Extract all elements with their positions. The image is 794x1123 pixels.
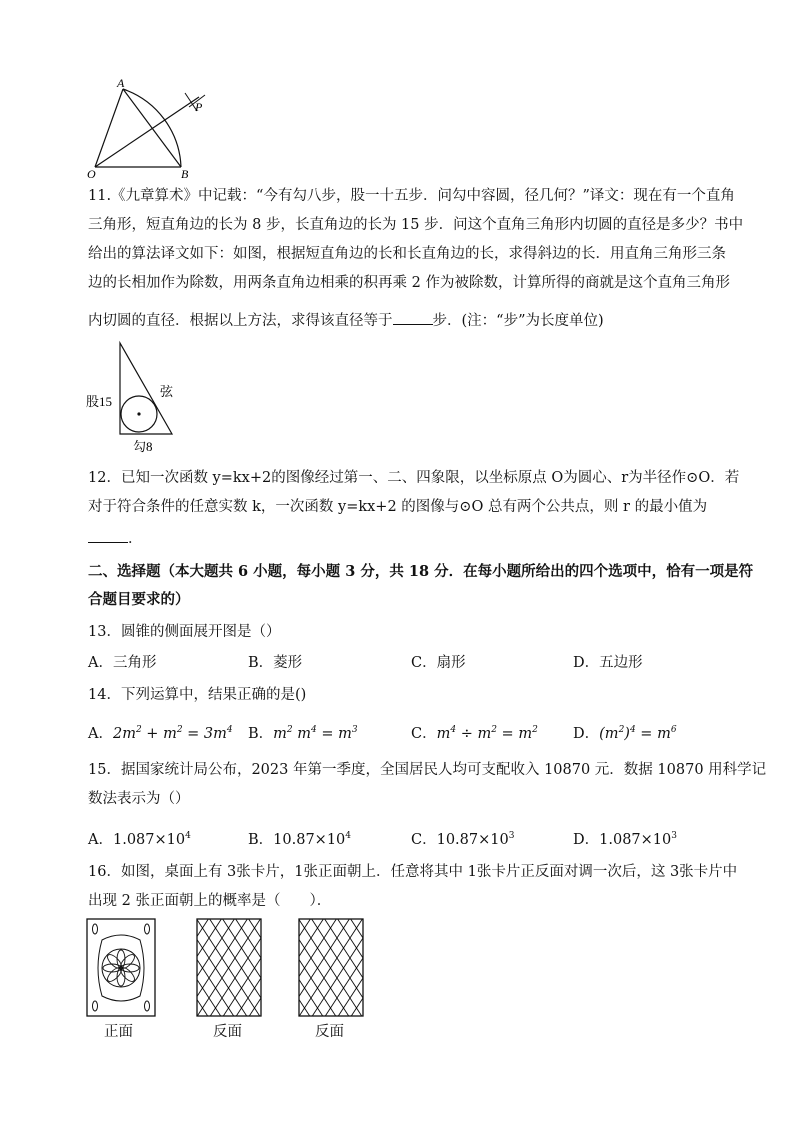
flower-icon — [103, 950, 139, 986]
card-back-2 — [298, 918, 364, 1018]
q11-line-5b: 步．(注：“步”为长度单位) — [432, 313, 604, 329]
q12-line-2: 对于符合条件的任意实数 k，一次函数 y=kx+2 的图像与⊙O 总有两个公共点，则 r 的最小值为 — [88, 499, 708, 515]
q13-option-A[interactable]: A．三角形 — [88, 655, 157, 671]
q12-line-3-end: ． — [128, 531, 143, 547]
card-back-1-label: 反面 — [213, 1024, 242, 1040]
figure-sector-construction — [85, 75, 225, 180]
q15-option-A-label: A． — [88, 831, 113, 848]
card-oval-bl — [93, 1001, 98, 1011]
q11-line-1: 11.《九章算术》中记载：“今有勾八步，股一十五步．问勾中容圆，径几何？”译文：现在有一个直角 — [88, 188, 735, 204]
q13-option-D[interactable]: D．五边形 — [573, 655, 643, 671]
ray-OP — [95, 97, 199, 167]
label-gou: 勾8 — [133, 439, 153, 454]
section2-header-1: 二、选择题（本大题共 6 小题，每小题 3 分，共 18 分．在每小题所给出的四个选项中，恰有一项是符 — [88, 563, 754, 580]
q16-line-1: 16．如图，桌面上有 3张卡片，1张正面朝上．任意将其中 1张卡片正反面对调一次后，这 3张卡片中 — [88, 864, 738, 880]
q11-line-2: 三角形，短直角边的长为 8 步，长直角边的长为 15 步．问这个直角三角形内切圆的直径是多少？书中 — [88, 217, 744, 233]
q13-option-C[interactable]: C．扇形 — [411, 655, 466, 671]
q15-option-D[interactable]: D．$1.087\times 10^3$ — [573, 831, 677, 848]
q13-option-B[interactable]: B．菱形 — [248, 655, 303, 671]
incircle-center — [137, 412, 140, 415]
q15-option-A[interactable]: A．$1.087\times 10^4$ — [88, 831, 191, 848]
figure-right-triangle-incircle — [86, 338, 186, 456]
q12-line-3 — [88, 528, 143, 549]
card-front — [86, 918, 156, 1018]
q11-line-5a: 内切圆的直径．根据以上方法，求得该直径等于 — [88, 313, 393, 329]
q14-stem: 14．下列运算中，结果正确的是() — [88, 687, 307, 703]
q15-option-B[interactable]: B．$10.87\times 10^4$ — [248, 831, 352, 848]
q12-answer-blank[interactable] — [88, 528, 128, 543]
q14-option-D[interactable]: D．$(m^2)^4 = m^6$ — [573, 725, 677, 742]
card-front-label: 正面 — [104, 1024, 133, 1040]
q11-line-3: 给出的算法译文如下：如图，根据短直角边的长和长直角边的长，求得斜边的长．用直角三角形三条 — [88, 246, 726, 262]
q16-line-2: 出现 2 张正面朝上的概率是（ ）． — [88, 893, 332, 909]
q15-option-D-label: D． — [573, 831, 600, 848]
segment-OA — [95, 89, 123, 167]
label-O: O — [87, 167, 96, 180]
q15-option-C-label: C． — [411, 831, 437, 848]
q15-line-1: 15．据国家统计局公布，2023 年第一季度，全国居民人均可支配收入 10870 元．数据 10870 用科学记 — [88, 762, 767, 778]
label-xian: 弦 — [160, 384, 174, 399]
q14-option-C-label: C． — [411, 725, 437, 742]
q11-answer-blank[interactable] — [393, 310, 433, 325]
q13-stem: 13．圆锥的侧面展开图是（） — [88, 624, 281, 640]
card-oval-tr — [145, 924, 150, 934]
card-oval-tl — [93, 924, 98, 934]
card-back-2-label: 反面 — [315, 1024, 344, 1040]
q15-option-B-label: B． — [248, 831, 274, 848]
q14-option-A-label: A． — [88, 725, 113, 742]
q14-option-B-label: B． — [248, 725, 274, 742]
q14-option-C[interactable]: C．$m^4 \div m^2 = m^2$ — [411, 725, 538, 742]
q15-option-C[interactable]: C．$10.87\times 10^3$ — [411, 831, 515, 848]
label-P: P — [195, 100, 203, 114]
q12-line-1: 12．已知一次函数 y=kx+2的图像经过第一、二、四象限，以坐标原点 O为圆心、r为半径作⊙O．若 — [88, 470, 740, 486]
label-A: A — [117, 76, 125, 90]
q11-line-4: 边的长相加作为除数，用两条直角边相乘的积再乘 2 作为被除数，计算所得的商就是这个直角三角形 — [88, 275, 730, 291]
label-gu: 股15 — [86, 394, 113, 409]
q15-line-2: 数法表示为（） — [88, 791, 190, 807]
card-back-1 — [196, 918, 262, 1018]
label-B: B — [181, 167, 189, 180]
q14-option-A[interactable]: A．$2m^2 + m^2 = 3m^4$ — [88, 725, 233, 742]
section2-header-2: 合题目要求的） — [88, 591, 190, 608]
q14-option-B[interactable]: B．$m^2$ $m^4 = m^3$ — [248, 725, 358, 742]
card-oval-br — [145, 1001, 150, 1011]
q14-option-D-label: D． — [573, 725, 600, 742]
q11-line-5 — [88, 310, 604, 331]
